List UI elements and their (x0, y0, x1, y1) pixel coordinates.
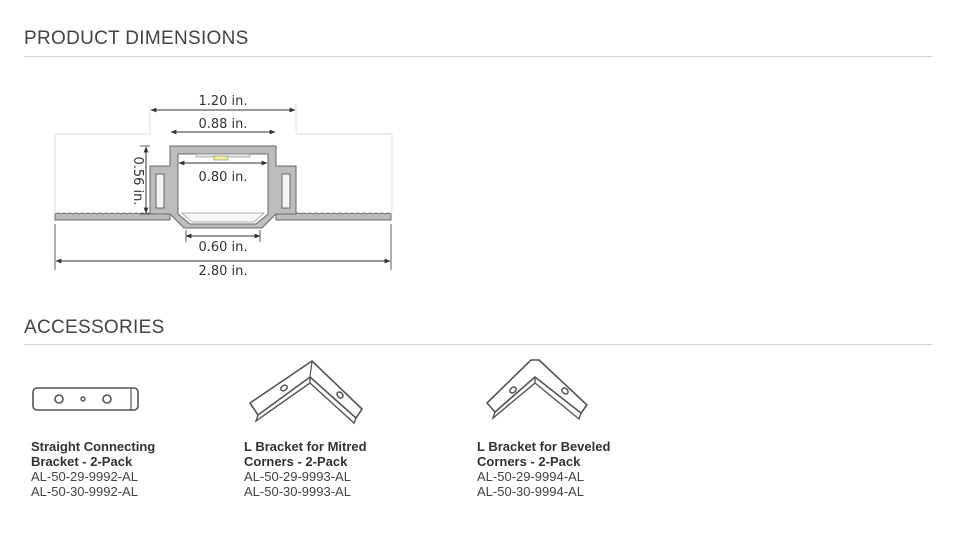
l-bracket-beveled-icon (477, 355, 607, 431)
dim-label-0-56: 0.56 in. (130, 156, 145, 206)
l-bracket-mitred-icon (244, 355, 374, 431)
profile-dimension-diagram (0, 80, 420, 280)
part-number: AL-50-30-9993-AL (244, 484, 351, 499)
accessory-name: Straight Connecting Bracket - 2-Pack (31, 439, 156, 469)
dim-label-2-80: 2.80 in. (198, 264, 248, 279)
accessory-card-l-bracket-mitred[interactable] (244, 355, 444, 499)
part-number: AL-50-29-9993-AL (244, 469, 351, 484)
part-number: AL-50-29-9992-AL (31, 469, 138, 484)
dim-label-1-20: 1.20 in. (198, 94, 248, 109)
diffuser-lens (182, 213, 264, 222)
left-mounting-pocket (156, 174, 164, 208)
straight-connector-icon (31, 355, 151, 431)
section-divider (24, 344, 932, 345)
accessory-card-l-bracket-beveled[interactable] (477, 355, 677, 499)
product-dimensions-heading: PRODUCT DIMENSIONS (24, 28, 249, 49)
right-mounting-pocket (282, 174, 290, 208)
accessory-card-straight-connector[interactable] (31, 355, 231, 499)
dim-label-0-80: 0.80 in. (198, 170, 248, 185)
part-number: AL-50-30-9992-AL (31, 484, 138, 499)
part-number: AL-50-29-9994-AL (477, 469, 584, 484)
dim-label-0-60: 0.60 in. (198, 240, 248, 255)
accessories-heading: ACCESSORIES (24, 317, 165, 338)
accessory-name: L Bracket for Mitred Corners - 2-Pack (244, 439, 367, 469)
accessory-name: L Bracket for Beveled Corners - 2-Pack (477, 439, 611, 469)
led-chip (214, 156, 228, 160)
part-number: AL-50-30-9994-AL (477, 484, 584, 499)
section-divider (24, 56, 932, 57)
dim-label-0-88: 0.88 in. (198, 117, 248, 132)
